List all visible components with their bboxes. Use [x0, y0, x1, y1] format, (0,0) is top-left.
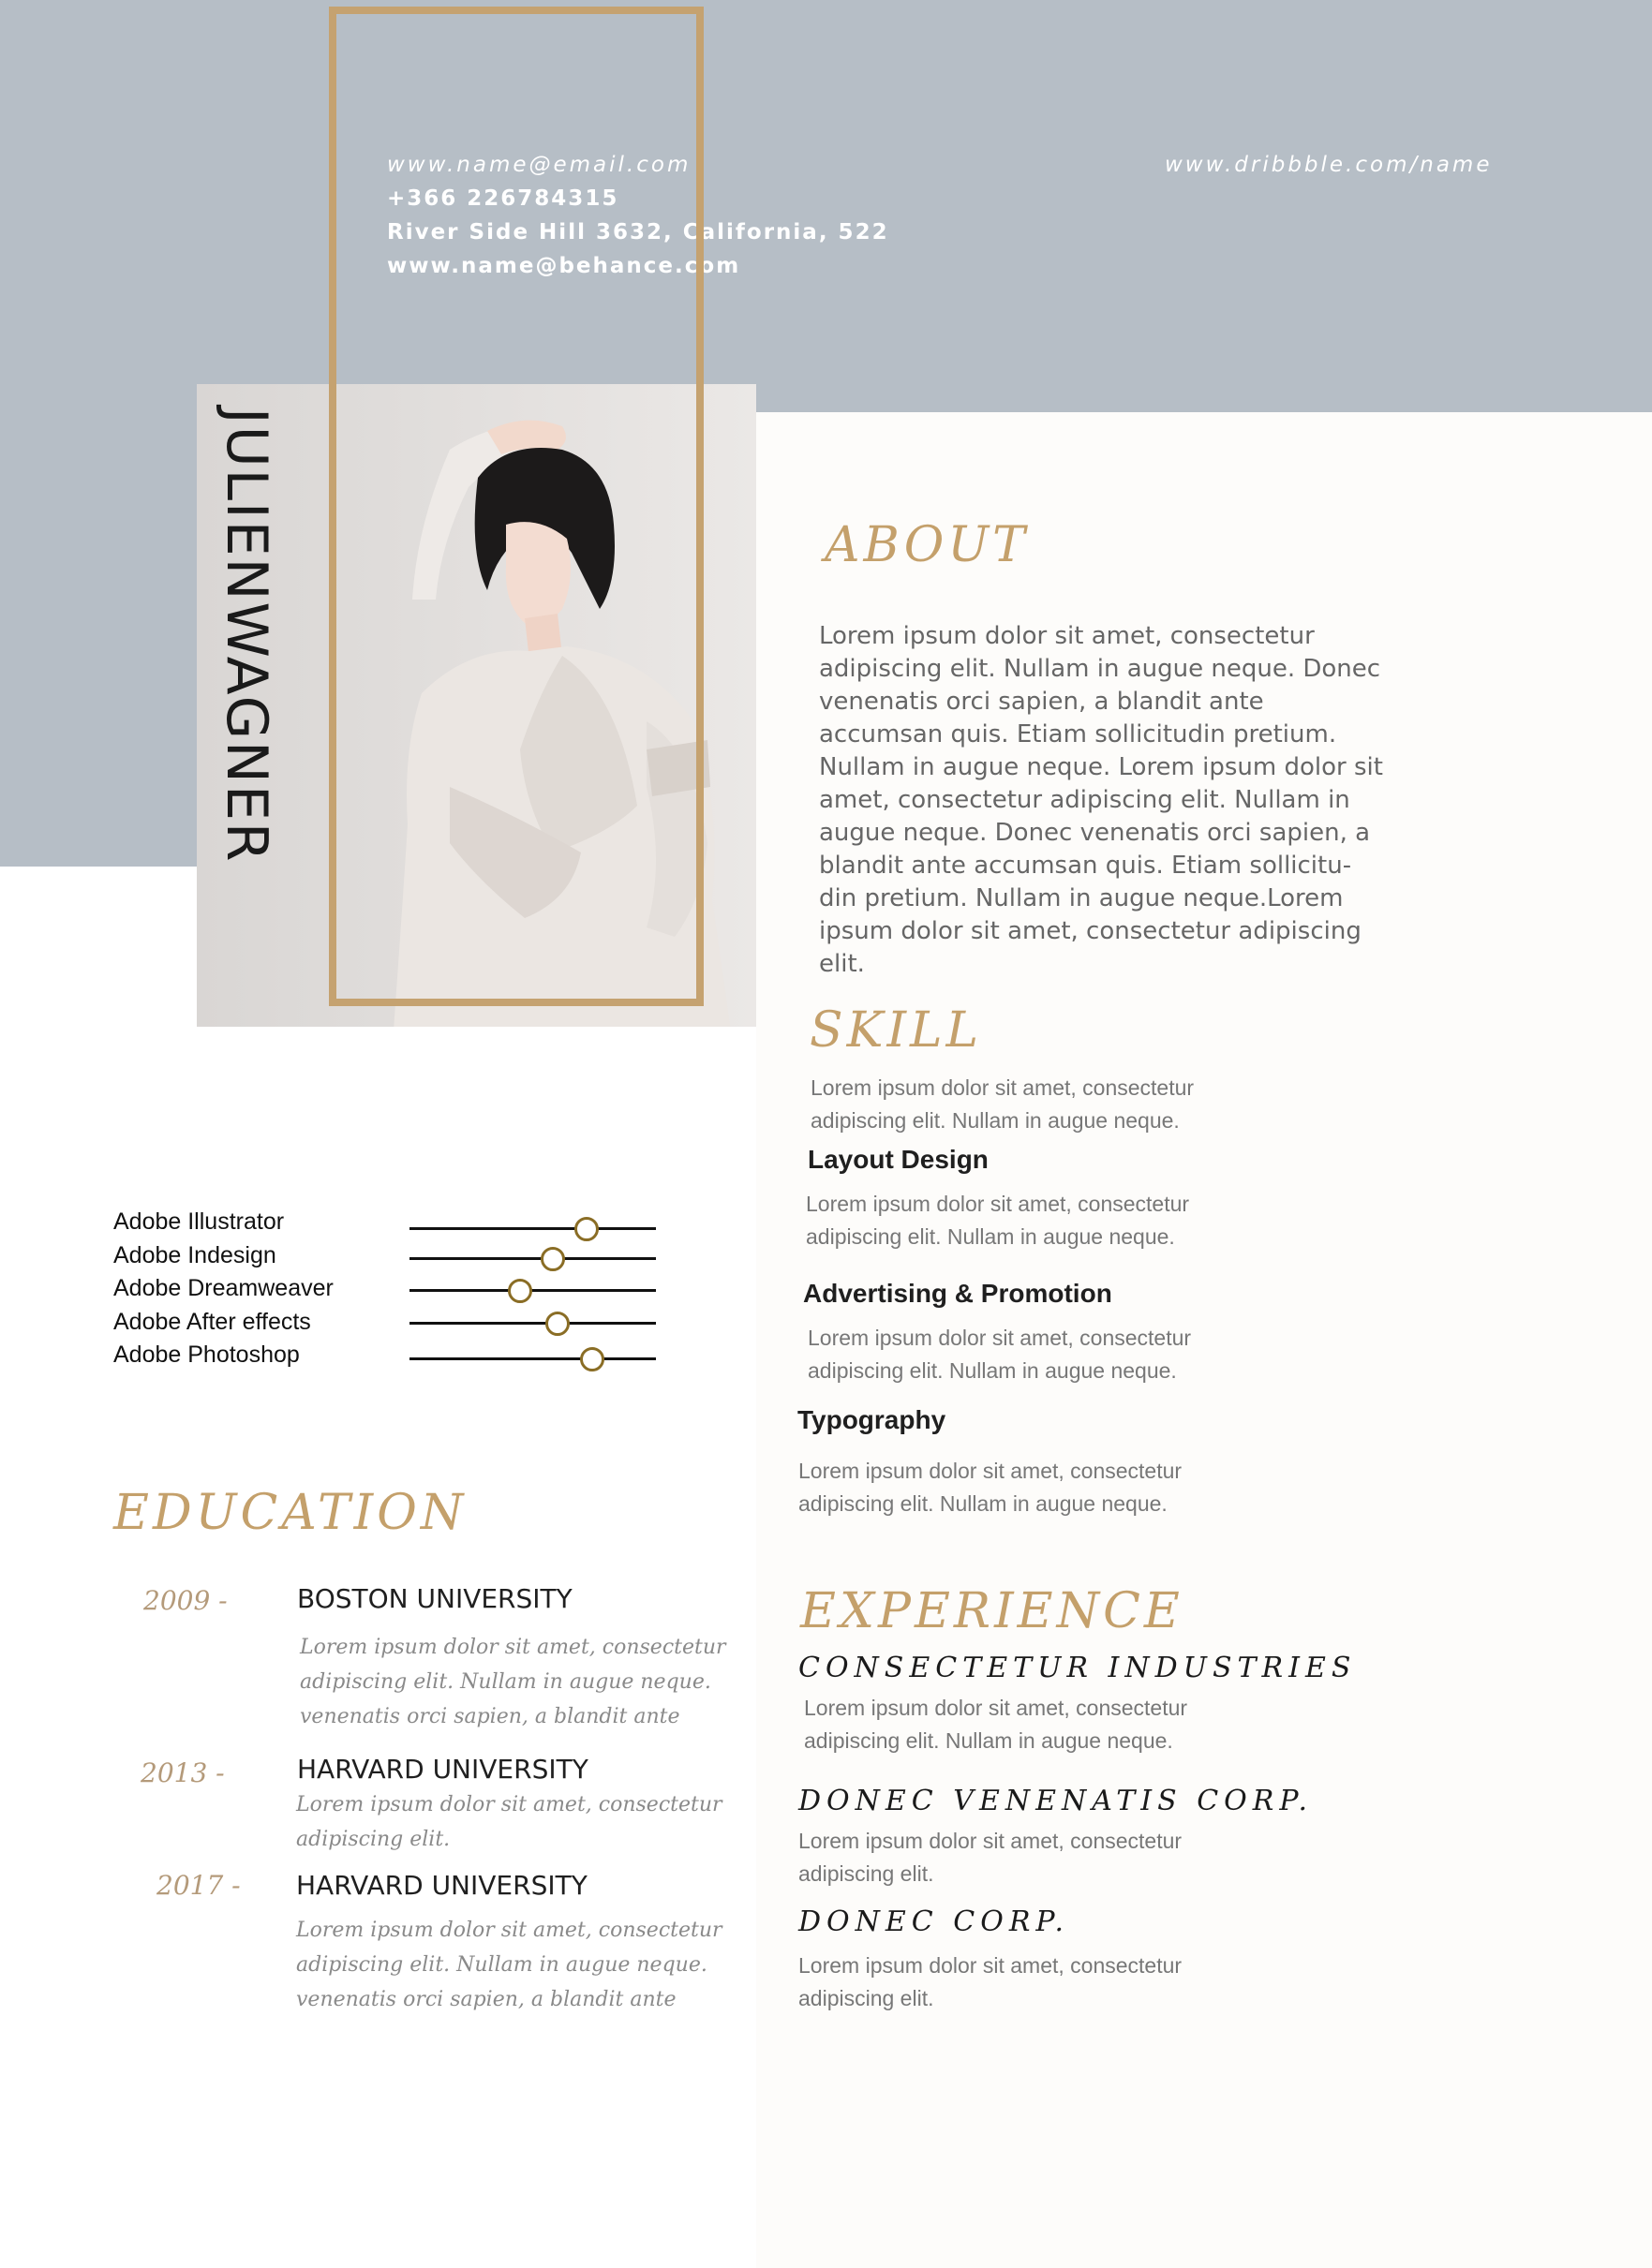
experience-desc-line: Lorem ipsum dolor sit amet, consectetur	[804, 1696, 1188, 1720]
skill-slider-track	[409, 1227, 656, 1230]
name-vertical	[216, 408, 290, 970]
contact-behance[interactable]: www.name@behance.com	[387, 254, 741, 278]
education-desc-line: adipiscing elit. Nullam in augue neque.	[300, 1670, 711, 1694]
skill-intro-line: Lorem ipsum dolor sit amet, consectetur	[811, 1075, 1195, 1100]
about-line: Nullam in augue neque. Lorem ipsum dolor sit	[819, 753, 1383, 781]
skill-slider-knob[interactable]	[545, 1312, 570, 1336]
candidate-name: JULIENWAGNER	[214, 408, 279, 864]
skill-slider-knob[interactable]	[580, 1347, 604, 1371]
tool-label: Adobe After effects	[113, 1309, 311, 1335]
tool-label: Adobe Photoshop	[113, 1342, 300, 1368]
experience-desc	[798, 1825, 1323, 1890]
education-desc-line: adipiscing elit.	[296, 1828, 451, 1851]
tool-label: Adobe Dreamweaver	[113, 1275, 334, 1301]
education-desc	[296, 1787, 737, 1857]
about-line: accumsan quis. Etiam sollicitudin pretium.	[819, 720, 1337, 749]
skill-slider-knob[interactable]	[508, 1279, 532, 1303]
contact-dribbble[interactable]: www.dribbble.com/name	[1165, 153, 1493, 177]
experience-company: DONEC VENENATIS CORP.	[798, 1785, 1314, 1817]
skill-slider-track	[409, 1257, 656, 1260]
education-desc-line: venenatis orci sapien, a blandit ante	[296, 1988, 677, 2011]
tool-label: Adobe Indesign	[113, 1242, 276, 1268]
experience-desc-line: Lorem ipsum dolor sit amet, consectetur	[798, 1829, 1183, 1853]
skill-title: Typography	[797, 1405, 946, 1434]
education-year: 2017 -	[156, 1870, 241, 1901]
about-line: blandit ante accumsan quis. Etiam sollicitu-	[819, 852, 1352, 880]
education-desc-line: Lorem ipsum dolor sit amet, consectetur	[296, 1793, 722, 1816]
about-line: adipiscing elit. Nullam in augue neque. Donec	[819, 655, 1381, 683]
contact-address: River Side Hill 3632, California, 522	[387, 220, 889, 245]
skill-intro-line: adipiscing elit. Nullam in augue neque.	[811, 1108, 1180, 1133]
experience-company: CONSECTETUR INDUSTRIES	[798, 1652, 1357, 1684]
skill-slider-knob[interactable]	[541, 1247, 565, 1271]
contact-email[interactable]: www.name@email.com	[387, 153, 692, 177]
education-desc-line: venenatis orci sapien, a blandit ante	[300, 1705, 680, 1728]
about-text	[819, 620, 1419, 981]
skill-desc-line: adipiscing elit. Nullam in augue neque.	[806, 1224, 1175, 1249]
skill-title: Layout Design	[808, 1145, 989, 1174]
tool-label: Adobe Illustrator	[113, 1208, 285, 1235]
about-line: Lorem ipsum dolor sit amet, consectetur	[819, 622, 1315, 650]
about-line: din pretium. Nullam in augue neque.Lorem	[819, 884, 1344, 912]
about-line: augue neque. Donec venenatis orci sapien, a	[819, 819, 1371, 847]
contact-phone: +366 226784315	[387, 186, 619, 211]
gold-frame	[329, 7, 704, 1006]
skill-slider-knob[interactable]	[574, 1217, 599, 1241]
experience-desc-line: Lorem ipsum dolor sit amet, consectetur	[798, 1953, 1183, 1978]
skill-desc-line: Lorem ipsum dolor sit amet, consectetur	[798, 1459, 1183, 1483]
experience-desc	[804, 1692, 1329, 1757]
skill-intro	[811, 1072, 1335, 1137]
experience-desc-line: adipiscing elit.	[798, 1986, 934, 2010]
skill-desc-line: Lorem ipsum dolor sit amet, consectetur	[808, 1326, 1192, 1350]
education-desc-line: Lorem ipsum dolor sit amet, consectetur	[300, 1636, 726, 1659]
skill-desc-line: adipiscing elit. Nullam in augue neque.	[808, 1358, 1177, 1383]
education-desc	[296, 1913, 737, 2017]
experience-company: DONEC CORP.	[798, 1905, 1070, 1938]
education-year: 2009 -	[143, 1585, 228, 1616]
skill-desc-line: adipiscing elit. Nullam in augue neque.	[798, 1491, 1168, 1516]
experience-heading: EXPERIENCE	[800, 1583, 1183, 1639]
skill-desc	[798, 1455, 1323, 1520]
about-line: ipsum dolor sit amet, consectetur adipiscing	[819, 917, 1362, 945]
skill-slider-track	[409, 1289, 656, 1292]
about-line: elit.	[819, 950, 865, 978]
experience-desc-line: adipiscing elit. Nullam in augue neque.	[804, 1728, 1173, 1753]
skill-desc	[806, 1188, 1331, 1253]
education-year: 2013 -	[141, 1757, 225, 1788]
skill-heading: SKILL	[810, 1002, 983, 1059]
education-heading: EDUCATION	[113, 1485, 468, 1541]
education-school: BOSTON UNIVERSITY	[297, 1583, 573, 1614]
skill-slider-track	[409, 1322, 656, 1325]
education-school: HARVARD UNIVERSITY	[297, 1754, 588, 1785]
about-line: amet, consectetur adipiscing elit. Nullam in	[819, 786, 1350, 814]
education-desc	[300, 1630, 740, 1734]
skill-slider-track	[409, 1357, 656, 1360]
experience-desc	[798, 1949, 1323, 2015]
education-desc-line: adipiscing elit. Nullam in augue neque.	[296, 1953, 707, 1977]
skill-desc-line: Lorem ipsum dolor sit amet, consectetur	[806, 1192, 1190, 1216]
about-line: venenatis orci sapien, a blandit ante	[819, 688, 1264, 716]
education-desc-line: Lorem ipsum dolor sit amet, consectetur	[296, 1919, 722, 1942]
skill-desc	[808, 1322, 1332, 1387]
education-school: HARVARD UNIVERSITY	[296, 1870, 588, 1901]
experience-desc-line: adipiscing elit.	[798, 1861, 934, 1886]
about-heading: ABOUT	[825, 517, 1029, 573]
skill-title: Advertising & Promotion	[803, 1279, 1112, 1308]
